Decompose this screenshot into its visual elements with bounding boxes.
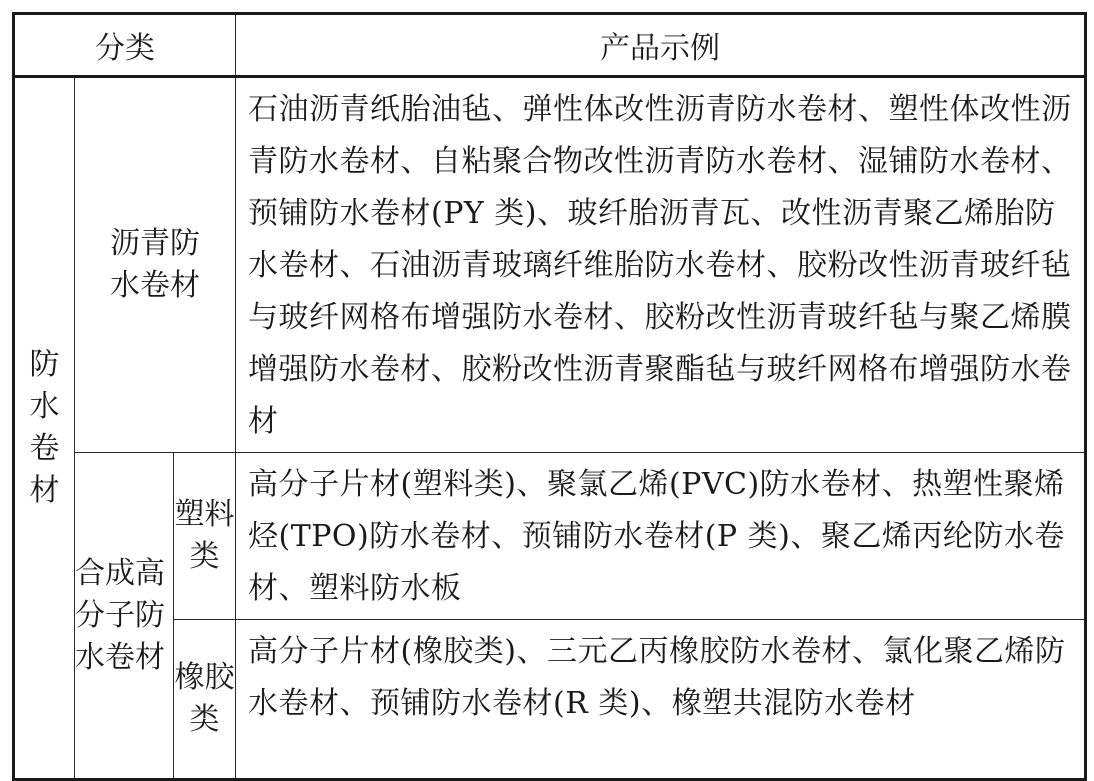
subcategory-asphalt: 沥青防水卷材 (75, 77, 236, 453)
header-category: 分类 (14, 14, 236, 77)
table-row (14, 77, 1086, 453)
subcategory-polymer: 合成高分子防水卷材 (75, 453, 174, 780)
examples-rubber: 高分子片材(橡胶类)、三元乙丙橡胶防水卷材、氯化聚乙烯防水卷材、预铺防水卷材(R 类)、橡塑共混防水卷材 (236, 620, 1086, 780)
examples-asphalt: 石油沥青纸胎油毡、弹性体改性沥青防水卷材、塑性体改性沥青防水卷材、自粘聚合物改性沥青防水卷材、湿铺防水卷材、预铺防水卷材(PY 类)、玻纤胎沥青瓦、改性沥青聚乙烯胎防水卷材、石油沥青玻璃纤维胎防水卷材、胶粉改性沥青玻纤毡与玻纤网格布增强防水卷材、胶粉改性沥青玻纤毡与聚乙烯膜增强防水卷材、胶粉改性沥青聚酯毡与玻纤网格布增强防水卷材 (236, 77, 1086, 453)
table-header-row (14, 14, 1086, 77)
table-row (14, 620, 1086, 780)
header-examples: 产品示例 (236, 14, 1086, 77)
type-plastic: 塑料类 (174, 453, 236, 620)
examples-plastic: 高分子片材(塑料类)、聚氯乙烯(PVC)防水卷材、热塑性聚烯烃(TPO)防水卷材、预铺防水卷材(P 类)、聚乙烯丙纶防水卷材、塑料防水板 (236, 453, 1086, 620)
type-rubber: 橡胶类 (174, 620, 236, 780)
product-classification-table (12, 12, 1087, 781)
table-row (14, 453, 1086, 620)
top-category-cell: 防水卷材 (14, 77, 75, 780)
